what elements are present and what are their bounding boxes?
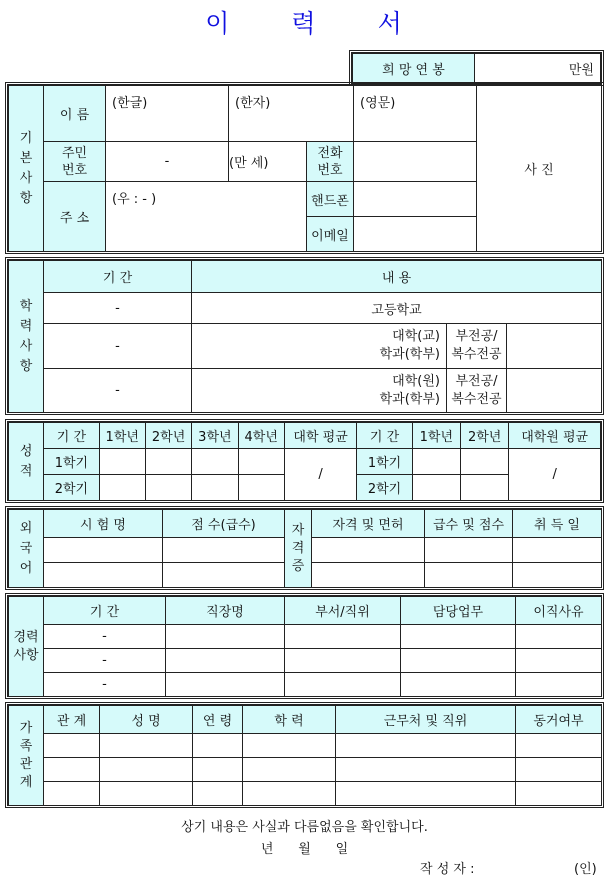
page-title xyxy=(0,4,609,40)
title-char: 력 xyxy=(291,9,318,38)
exam-name-field[interactable] xyxy=(44,538,163,563)
date-line[interactable]: 년 월 일 xyxy=(260,842,349,857)
exam-score-header: 점 수(급수) xyxy=(163,510,285,538)
grade-cell[interactable] xyxy=(238,449,284,475)
living-field[interactable] xyxy=(516,782,602,806)
salary-table xyxy=(352,53,601,83)
grades-table xyxy=(8,422,601,501)
education-school-field[interactable]: 대학(교) 학과(학부) xyxy=(192,324,447,369)
family-age-header: 연 령 xyxy=(193,706,243,734)
career-period-field[interactable]: - xyxy=(44,625,166,649)
grade-cell[interactable] xyxy=(461,449,509,475)
living-field[interactable] xyxy=(516,734,602,758)
univ-avg-header: 대학 평균 xyxy=(284,423,356,449)
living-header: 동거여부 xyxy=(516,706,602,734)
family-edu-field[interactable] xyxy=(243,734,336,758)
duty-header: 담당업무 xyxy=(401,597,516,625)
family-age-field[interactable] xyxy=(193,734,243,758)
seal-mark: (인) xyxy=(574,862,597,877)
resident-label: 주민 번호 xyxy=(44,142,106,182)
family-job-field[interactable] xyxy=(336,734,516,758)
family-name-field[interactable] xyxy=(100,782,193,806)
grad-avg-header: 대학원 평균 xyxy=(509,423,601,449)
dept-field[interactable] xyxy=(285,625,401,649)
family-section-label: 가 족 관 계 xyxy=(9,706,44,806)
education-minor-label: 부전공/ 복수전공 xyxy=(447,369,507,413)
reason-field[interactable] xyxy=(516,649,602,673)
education-school-field[interactable]: 고등학교 xyxy=(192,293,602,324)
education-section-label: 학 력 사 항 xyxy=(9,261,44,413)
grad-year2-header: 2학년 xyxy=(461,423,509,449)
duty-field[interactable] xyxy=(401,649,516,673)
grad-semester2-label: 2학기 xyxy=(357,475,412,501)
relation-header: 관 계 xyxy=(44,706,100,734)
salary-label: 희 망 연 봉 xyxy=(353,54,475,83)
education-period-field[interactable]: - xyxy=(44,369,192,413)
family-age-field[interactable] xyxy=(193,782,243,806)
duty-field[interactable] xyxy=(401,625,516,649)
language-table xyxy=(8,509,602,588)
cert-name-header: 자격 및 면허 xyxy=(312,510,425,538)
confirm-statement: 상기 내용은 사실과 다름없음을 확인합니다. xyxy=(181,820,428,835)
name-korean-field[interactable]: (한글) xyxy=(106,86,229,142)
education-period-field[interactable]: - xyxy=(44,293,192,324)
company-header: 직장명 xyxy=(166,597,285,625)
education-content-header: 내 용 xyxy=(192,261,602,293)
grades-period-header: 기 간 xyxy=(44,423,99,449)
mobile-field[interactable] xyxy=(354,182,477,217)
family-age-field[interactable] xyxy=(193,758,243,782)
family-edu-field[interactable] xyxy=(243,758,336,782)
grade-cell[interactable] xyxy=(192,449,238,475)
grad-period-header: 기 간 xyxy=(357,423,412,449)
age-field[interactable]: (만 세) xyxy=(229,142,307,182)
education-minor-label: 부전공/ 복수전공 xyxy=(447,324,507,369)
duty-field[interactable] xyxy=(401,673,516,697)
title-char: 이 xyxy=(205,9,232,38)
company-field[interactable] xyxy=(166,649,285,673)
reason-field[interactable] xyxy=(516,673,602,697)
company-field[interactable] xyxy=(166,673,285,697)
relation-field[interactable] xyxy=(44,782,100,806)
family-name-header: 성 명 xyxy=(100,706,193,734)
year3-header: 3학년 xyxy=(192,423,238,449)
writer-label: 작 성 자 : xyxy=(420,862,475,877)
cert-grade-field[interactable] xyxy=(425,563,513,588)
cert-date-field[interactable] xyxy=(513,563,602,588)
family-job-field[interactable] xyxy=(336,782,516,806)
dept-field[interactable] xyxy=(285,673,401,697)
family-name-field[interactable] xyxy=(100,734,193,758)
semester2-label: 2학기 xyxy=(44,475,99,501)
education-period-field[interactable]: - xyxy=(44,324,192,369)
email-field[interactable] xyxy=(354,217,477,252)
exam-name-header: 시 험 명 xyxy=(44,510,163,538)
grade-cell[interactable] xyxy=(238,475,284,501)
exam-score-field[interactable] xyxy=(163,538,285,563)
grade-cell[interactable] xyxy=(192,475,238,501)
grade-cell[interactable] xyxy=(99,449,145,475)
family-job-field[interactable] xyxy=(336,758,516,782)
name-label: 이 름 xyxy=(44,86,106,142)
education-table xyxy=(8,260,602,413)
family-edu-header: 학 력 xyxy=(243,706,336,734)
career-period-field[interactable]: - xyxy=(44,673,166,697)
reason-header: 이직사유 xyxy=(516,597,602,625)
dept-header: 부서/직위 xyxy=(285,597,401,625)
cert-grade-header: 급수 및 점수 xyxy=(425,510,513,538)
resident-number-field[interactable]: - xyxy=(106,142,229,182)
year2-header: 2학년 xyxy=(145,423,191,449)
family-job-header: 근무처 및 직위 xyxy=(336,706,516,734)
education-period-header: 기 간 xyxy=(44,261,192,293)
address-label: 주 소 xyxy=(44,182,106,252)
career-section-label: 경력 사항 xyxy=(9,597,44,697)
cert-name-field[interactable] xyxy=(312,538,425,563)
family-name-field[interactable] xyxy=(100,758,193,782)
basic-table xyxy=(8,85,602,252)
career-table xyxy=(8,596,602,697)
grade-cell[interactable] xyxy=(145,449,191,475)
grad-year1-header: 1학년 xyxy=(412,423,460,449)
family-edu-field[interactable] xyxy=(243,782,336,806)
phone-field[interactable] xyxy=(354,142,477,182)
cert-section-label: 자 격 증 xyxy=(285,510,312,588)
title-char: 서 xyxy=(377,9,404,38)
relation-field[interactable] xyxy=(44,734,100,758)
education-school-field[interactable]: 대학(원) 학과(학부) xyxy=(192,369,447,413)
cert-name-field[interactable] xyxy=(312,563,425,588)
grade-cell[interactable] xyxy=(412,449,460,475)
education-minor-field[interactable] xyxy=(507,369,602,413)
language-section-label: 외 국 어 xyxy=(9,510,44,588)
grad-avg-field[interactable]: / xyxy=(509,449,601,501)
living-field[interactable] xyxy=(516,758,602,782)
relation-field[interactable] xyxy=(44,758,100,782)
mobile-label: 핸드폰 xyxy=(307,182,354,217)
grades-section-label: 성 적 xyxy=(9,423,44,501)
salary-input[interactable]: 만원 xyxy=(475,54,601,83)
company-field[interactable] xyxy=(166,625,285,649)
dept-field[interactable] xyxy=(285,649,401,673)
exam-score-field[interactable] xyxy=(163,563,285,588)
name-hanja-field[interactable]: (한자) xyxy=(229,86,354,142)
photo-box[interactable]: 사 진 xyxy=(477,86,602,252)
grad-semester1-label: 1학기 xyxy=(357,449,412,475)
grade-cell[interactable] xyxy=(461,475,509,501)
semester1-label: 1학기 xyxy=(44,449,99,475)
cert-date-field[interactable] xyxy=(513,538,602,563)
family-table xyxy=(8,705,602,806)
cert-date-header: 취 득 일 xyxy=(513,510,602,538)
grade-cell[interactable] xyxy=(412,475,460,501)
career-period-header: 기 간 xyxy=(44,597,166,625)
exam-name-field[interactable] xyxy=(44,563,163,588)
basic-section-label: 기 본 사 항 xyxy=(9,86,44,252)
education-minor-field[interactable] xyxy=(507,324,602,369)
phone-label: 전화 번호 xyxy=(307,142,354,182)
grade-cell[interactable] xyxy=(145,475,191,501)
career-period-field[interactable]: - xyxy=(44,649,166,673)
year4-header: 4학년 xyxy=(238,423,284,449)
name-english-field[interactable]: (영문) xyxy=(354,86,477,142)
reason-field[interactable] xyxy=(516,625,602,649)
year1-header: 1학년 xyxy=(99,423,145,449)
univ-avg-field[interactable]: / xyxy=(284,449,356,501)
address-field[interactable]: (우 : - ) xyxy=(106,182,307,252)
email-label: 이메일 xyxy=(307,217,354,252)
grade-cell[interactable] xyxy=(99,475,145,501)
cert-grade-field[interactable] xyxy=(425,538,513,563)
